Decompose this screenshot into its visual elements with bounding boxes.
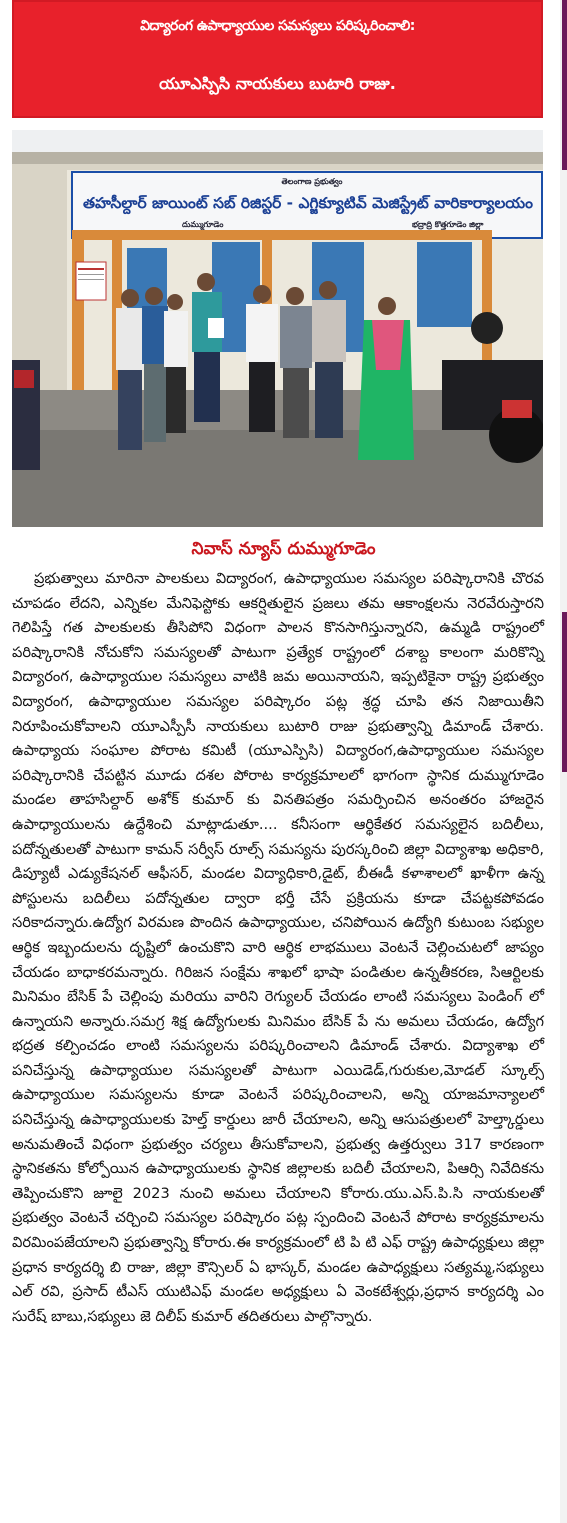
article-body: [12, 567, 544, 1329]
sign-left-text: దుమ్ముగూడెం: [182, 220, 224, 229]
dateline: నివాస్ న్యూస్ దుమ్ముగూడెం: [191, 539, 376, 559]
headline-line-1: విద్యారంగ ఉపాధ్యాయుల సమస్యలు పరిష్కరించాలి:: [140, 18, 415, 34]
headline-banner: [12, 0, 543, 118]
sign-top-text: తెలంగాణ ప్రభుత్వం: [281, 177, 343, 186]
adjacent-page-edge: [560, 0, 567, 1523]
news-photo: [12, 130, 543, 527]
headline-line-2: యూఎస్పిసి నాయకులు బుటారి రాజు.: [159, 74, 396, 93]
sign-right-text: భద్రాద్రి కొత్తగూడెం జిల్లా: [412, 220, 484, 229]
adjacent-column-mark: [562, 612, 567, 772]
article-paragraph: ప్రభుత్వాలు మారినా పాలకులు విద్యారంగ, ఉపాధ్యాయుల సమస్యల పరిష్కారానికి చొరవ చూపడం లేదని, ఎన్నికల మేనిఫెస్టోకు ఆకర్షితులైన ప్రజలు తమ ఆకాంక్షలను నెరవేరుస్తారని గెలిపిస్తే గత పాలకులకు తీసిపోని విధంగా పాలన కొనసాగిస్తున్నారని, ఉమ్మడి రాష్ట్రంలో పరిష్కారానికి నోచుకోని సమస్యలతో పాటుగా ప్రత్యేక రాష్ట్రంలో దశాబ్ద కాలంగా మరికొన్ని విద్యారంగ, ఉపాధ్యాయుల సమస్యలు వాటికి జమ అయినాయని, ఇప్పటికైనా రాష్ట్ర ప్రభుత్వం విద్యారంగ, ఉపాధ్యాయుల సమస్యల పరిష్కారం పట్ల శ్రద్ధ చూపి తన నిజాయితీని నిరూపించుకోవాలని యూఎస్పీసీ నాయకులు బుటారి రాజు ప్రభుత్వాన్ని డిమాండ్ చేశారు. ఉపాధ్యాయ సంఘాల పోరాట కమిటీ (యూఎస్పిసి) విద్యారంగ,ఉపాధ్యాయుల సమస్యల పరిష్కారానికి చేపట్టిన మూడు దశల పోరాట కార్యక్రమాలలో భాగంగా స్థానిక దుమ్ముగూడెం మండల తాహసిల్దార్ అశోక్ కుమార్ కు వినతిపత్రం సమర్పించిన అనంతరం హాజరైన ఉపాధ్యాయులను ఉద్దేశించి మాట్లాడుతూ.... కనీసంగా ఆర్థికేతర సమస్యలైన బదిలీలు, పదోన్నతులతో పాటుగా కామన్ సర్వీస్ రూల్స్ సమస్యను పురస్కరించి జిల్లా విద్యాశాఖ అధికారి, డిప్యూటీ ఎడ్యుకేషనల్ ఆఫీసర్, మండల విద్యాధికారి,డైట్, బీఈడీ కళాశాలలో ఖాళీగా ఉన్న పోస్టులను బదిలీలు పదోన్నతుల ద్వారా భర్తీ చేసే ప్రక్రియను కూడా చేపట్టకపోవడం సరికాదన్నారు.ఉద్యోగ విరమణ పొందిన ఉపాధ్యాయుల, చనిపోయిన ఉద్యోగి కుటుంబ సభ్యుల ఆర్థిక ఇబ్బందులను దృష్టిలో ఉంచుకొని వారి ఆర్థిక లాభములు వెంటనే చెల్లించుటలో జాప్యం చేయడం బాధాకరమన్నారు. గిరిజన సంక్షేమ శాఖలో భాషా పండితుల ఉన్నతీకరణ, సిఆర్టిలకు మినిమం బేసిక్ పే చెల్లింపు మరియు వారిని రెగ్యులర్ చేయడం లాంటి సమస్యలు పెండింగ్ లో ఉన్నాయని అన్నారు.సమగ్ర శిక్ష ఉద్యోగులకు మినిమం బేసిక్ పే ను అమలు చేయడం, ఉద్యోగ భద్రత కల్పించడం లాంటి సమస్యలను పరిష్కరించాలని డిమాండ్ చేశారు. విద్యాశాఖ లో పనిచేస్తున్న ఉపాధ్యాయుల సమస్యలతో పాటుగా ఎయిడెడ్,గురుకుల,మోడల్ స్కూల్స్ ఉపాధ్యాయుల సమస్యలను కూడా వెంటనే పరిష్కరించాలని, అన్ని యాజమాన్యాలలో పనిచేస్తున్న ఉపాధ్యాయులకు హెల్త్ కార్డులు జారీ చేయాలని, అన్ని ఆసుపత్రులలో హెల్త్కార్డులు అనుమతించే విధంగా ప్రభుత్వం చర్యలు తీసుకోవాలని, ప్రభుత్వ ఉత్తర్వులు 317 కారణంగా స్థానికతను కోల్పోయిన ఉపాధ్యాయులకు స్థానిక జిల్లాలకు బదిలీ చేయాలని, పిఆర్సి నివేదికను తెప్పించుకొని జూలై 2023 నుంచి అమలు చేయాలని కోరారు.యు.ఎస్.పి.సి నాయకులతో ప్రభుత్వం వెంటనే చర్చించి సమస్యల పరిష్కారం పట్ల స్పందించి వెంటనే పోరాట కార్యక్రమాలను విరమింపజేయాలని ప్రభుత్వాన్ని కోరారు.ఈ కార్యక్రమంలో టి పి టి ఎఫ్ రాష్ట్ర ఉపాధ్యక్షులు జిల్లా ప్రధాన కార్యదర్శి బి రాజు, జిల్లా కౌన్సిలర్ ఏ భాస్కర్, మండల ఉపాధ్యక్షులు సత్యమ్మ,సభ్యులు ఎల్ రవి, ప్రసాద్ టీఎస్ యుటిఎఫ్ మండల అధ్యక్షులు ఏ వెంకటేశ్వర్లు,ప్రధాన కార్యదర్శి ఎం సురేష్ బాబు,సభ్యులు జె దిలీప్ కుమార్ తదితరులు పాల్గొన్నారు.: [12, 570, 544, 1325]
sign-main-text: తహసీల్దార్ జాయింట్ సబ్ రిజిస్టర్ - ఎగ్జిక్యూటివ్ మెజిస్ట్రేట్ వారికార్యాలయం: [83, 194, 521, 212]
adjacent-column-mark: [562, 0, 567, 170]
